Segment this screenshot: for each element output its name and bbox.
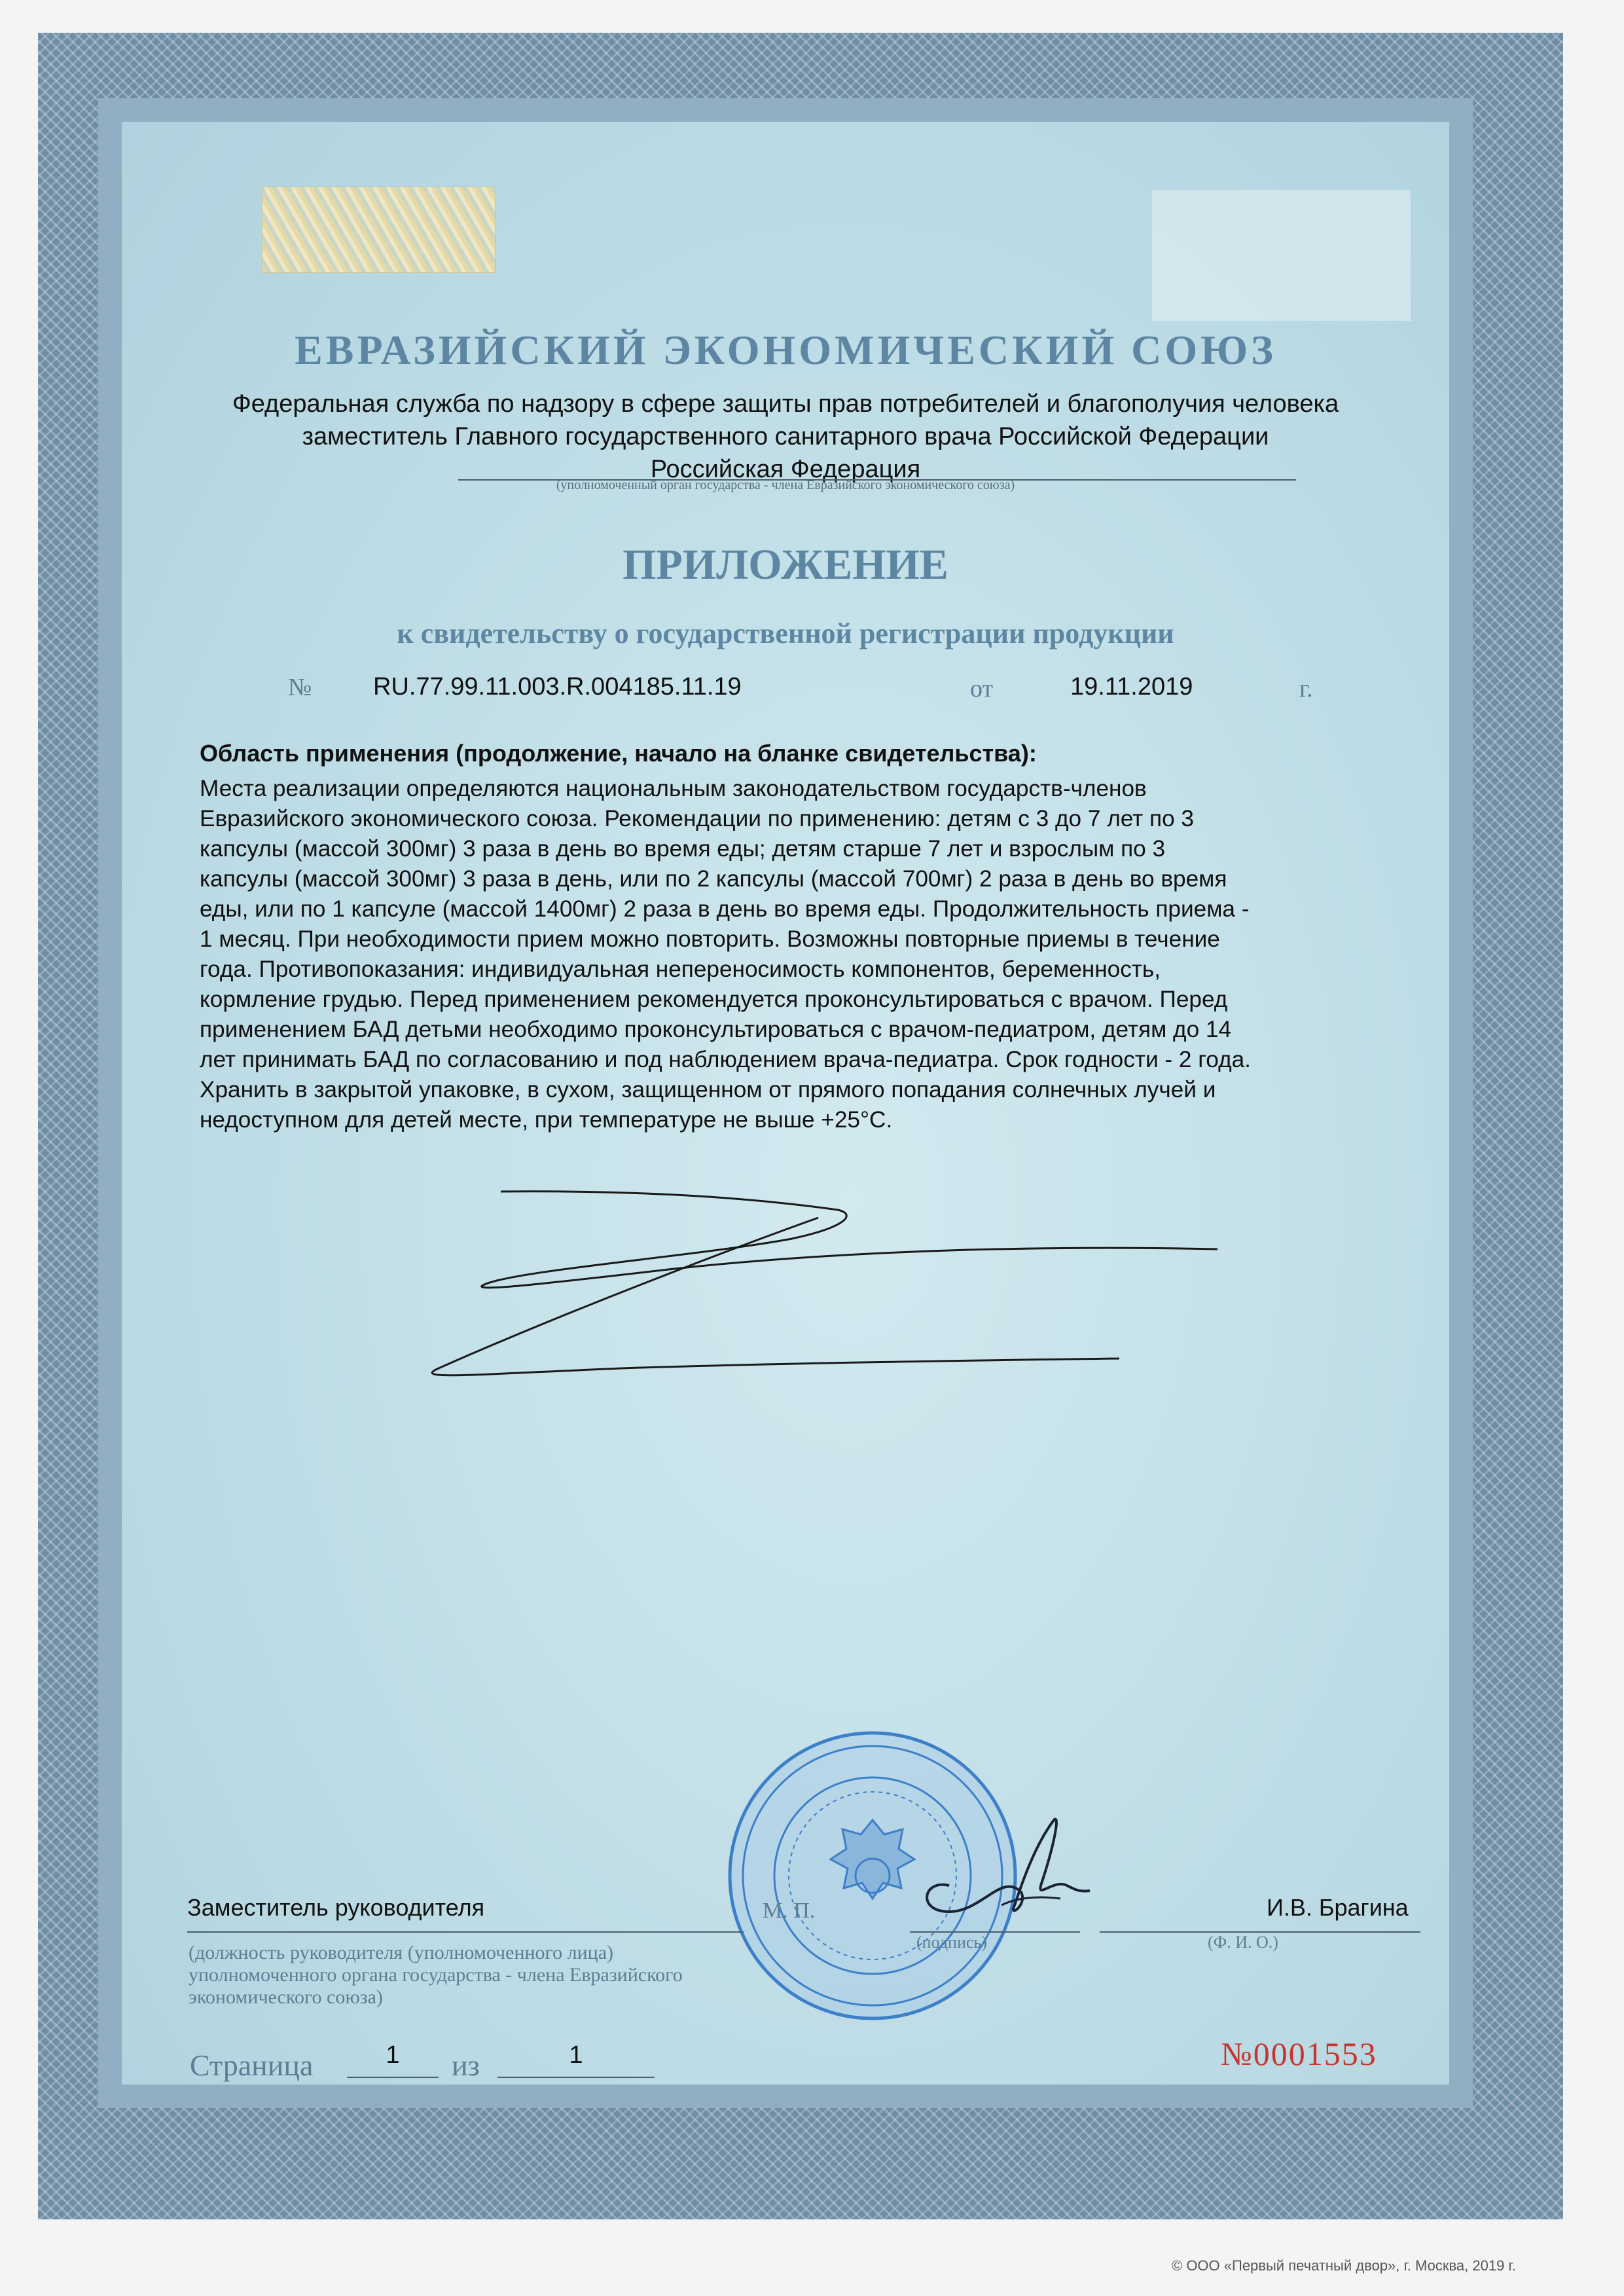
annex-subtitle: к свидетельству о государственной регистрации продукции xyxy=(397,617,1174,649)
printer-imprint: © ООО «Первый печатный двор», г. Москва, 2019 г. xyxy=(1172,2257,1516,2274)
authority-block xyxy=(122,388,1449,486)
scope-heading: Область применения (продолжение, начало на бланке свидетельства): xyxy=(200,740,1037,767)
union-title: ЕВРАЗИЙСКИЙ ЭКОНОМИЧЕСКИЙ СОЮЗ xyxy=(295,327,1276,373)
page-number: 1 xyxy=(386,2041,400,2069)
name-caption: (Ф. И. О.) xyxy=(1208,1933,1278,1952)
scope-line: еды, или по 1 капсуле (массой 1400мг) 2 раза в день во время еды. Продолжительность приема - xyxy=(200,896,1250,922)
serial-number: №0001553 xyxy=(1221,2035,1377,2072)
scope-line: капсулы (массой 300мг) 3 раза в день во время еды; детям старше 7 лет и взрослым по 3 xyxy=(200,836,1166,862)
scope-line: лет принимать БАД по согласованию и под наблюдением врача-педиатра. Срок годности - 2 года. xyxy=(200,1047,1251,1072)
of-label: из xyxy=(452,2049,480,2082)
scope-line: Хранить в закрытой упаковке, в сухом, защищенном от прямого попадания солнечных лучей и xyxy=(200,1077,1216,1102)
position-caption: (должность руководителя (уполномоченного лица) уполномоченного органа государства - члена Евразийского экономического союза) xyxy=(189,1942,683,2008)
security-patch xyxy=(1152,190,1411,321)
total-pages: 1 xyxy=(569,2041,583,2069)
year-suffix: г. xyxy=(1299,675,1313,702)
signature-caption: (подпись) xyxy=(916,1933,987,1952)
number-label: № xyxy=(288,674,312,701)
page-label: Страница xyxy=(190,2049,314,2082)
certificate-date: 19.11.2019 xyxy=(1070,673,1193,701)
handwritten-signature xyxy=(903,1807,1093,1938)
total-pages-underline xyxy=(497,2077,655,2078)
page-number-underline xyxy=(347,2077,439,2078)
position-underline xyxy=(187,1931,744,1933)
hologram-sticker xyxy=(262,187,496,273)
certificate-number: RU.77.99.11.003.R.004185.11.19 xyxy=(373,673,742,701)
scope-line: недоступном для детей месте, при температуре не выше +25°С. xyxy=(200,1107,893,1133)
scope-line: кормление грудью. Перед применением рекомендуется проконсультироваться с врачом. Перед xyxy=(200,987,1228,1012)
authority-line: Федеральная служба по надзору в сфере защиты прав потребителей и благополучия человека xyxy=(232,390,1339,418)
scope-line: капсулы (массой 300мг) 3 раза в день, или по 2 капсулы (массой 700мг) 2 раза в день во время xyxy=(200,866,1227,892)
stamp-place-label: М. П. xyxy=(763,1899,816,1923)
scope-body xyxy=(200,774,1456,1135)
scope-line: 1 месяц. При необходимости прием можно повторить. Возможны повторные приемы в течение xyxy=(200,926,1220,952)
signatory-name: И.В. Брагина xyxy=(1267,1894,1409,1921)
scope-line: Места реализации определяются национальным законодательством государств-членов xyxy=(200,776,1147,801)
annex-title: ПРИЛОЖЕНИЕ xyxy=(623,541,948,589)
strike-through-signature xyxy=(386,1172,1231,1388)
signatory-position: Заместитель руководителя xyxy=(187,1894,485,1921)
scope-line: года. Противопоказания: индивидуальная непереносимость компонентов, беременность, xyxy=(200,957,1161,982)
authority-caption: (уполномоченный орган государства - члена Евразийского экономического союза) xyxy=(556,478,1015,492)
scope-line: применением БАД детьми необходимо проконсультироваться с врачом-педиатром, детям до 14 xyxy=(200,1017,1232,1042)
date-label: от xyxy=(970,675,994,702)
scope-line: Евразийского экономического союза. Рекомендации по применению: детям с 3 до 7 лет по 3 xyxy=(200,806,1195,831)
authority-line: Российская Федерация xyxy=(650,456,921,483)
authority-line: заместитель Главного государственного санитарного врача Российской Федерации xyxy=(302,423,1269,450)
